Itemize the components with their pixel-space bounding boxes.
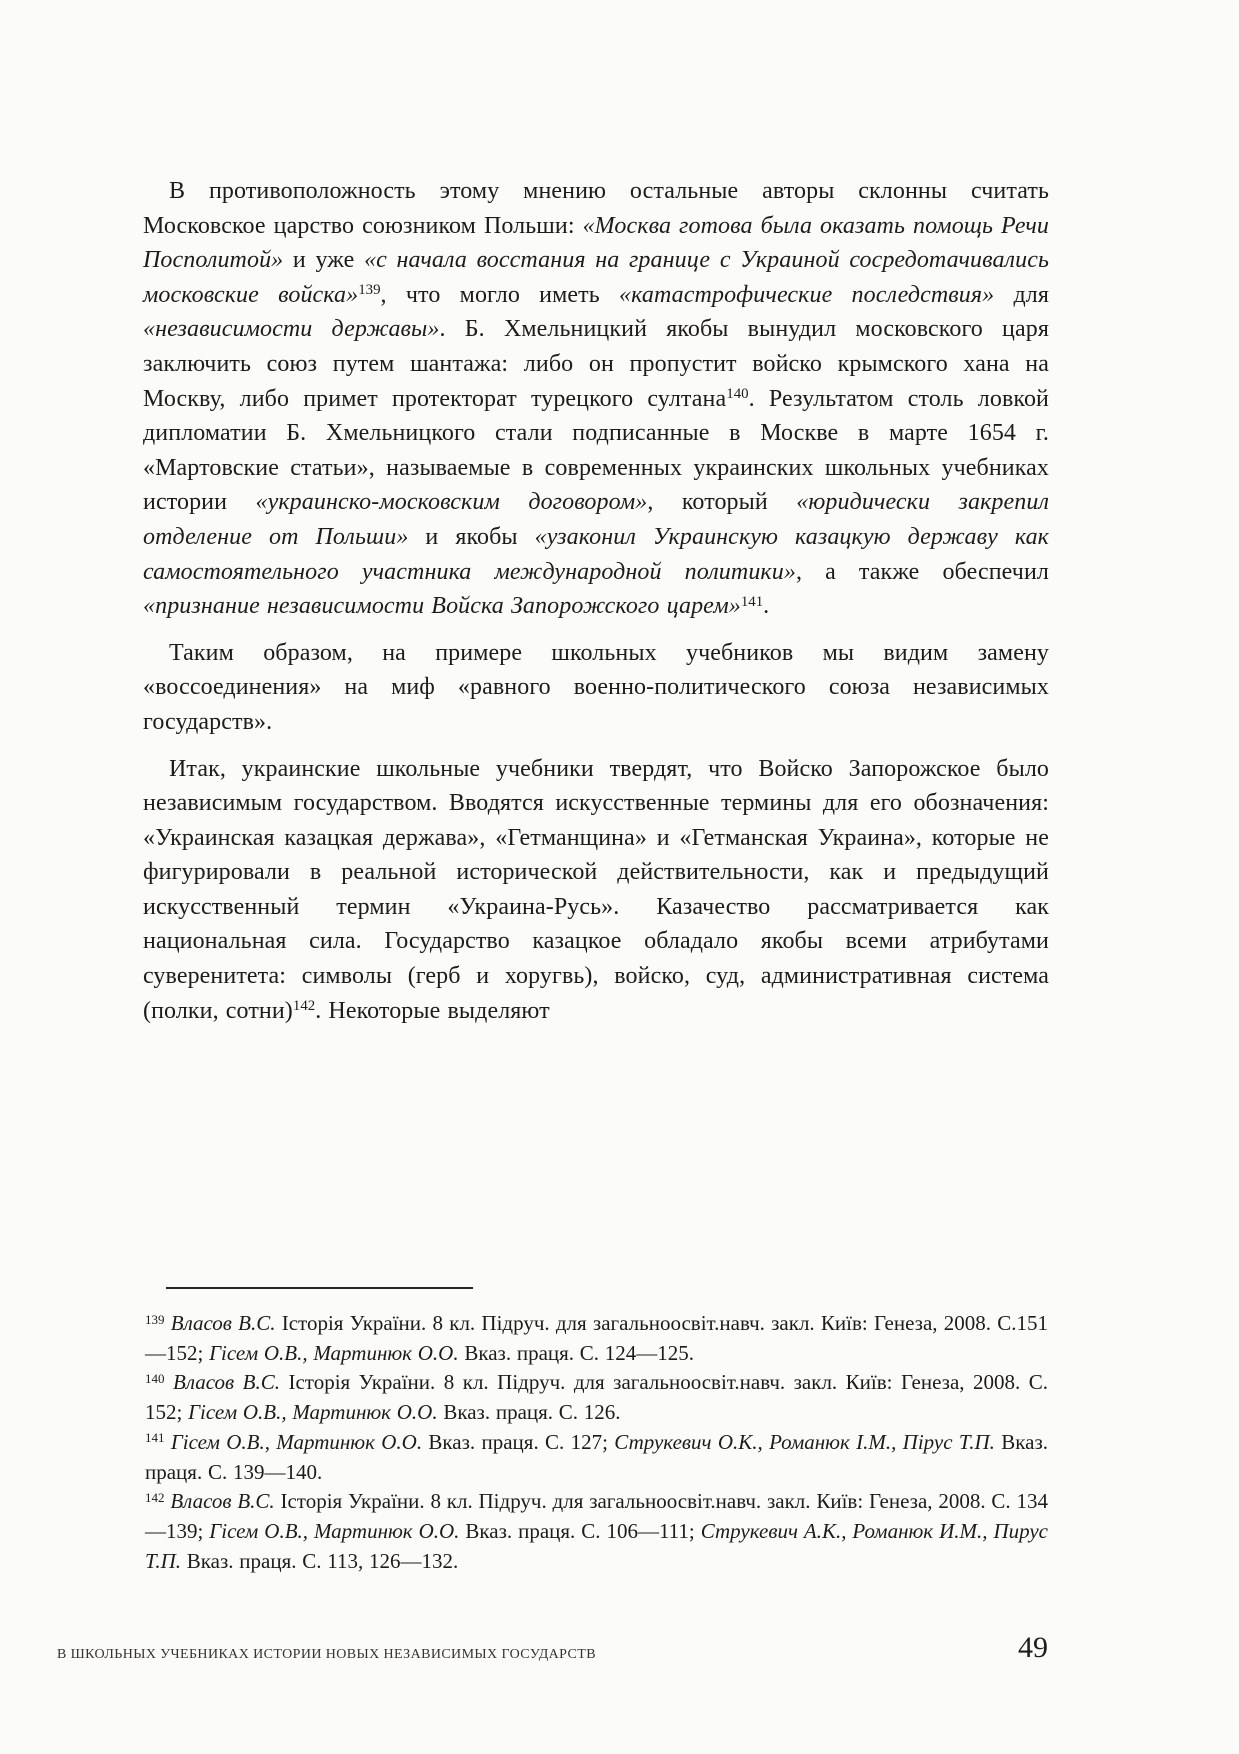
footnote-140: $^{140}$ Власов В.С. Історія України. 8 кл. Підруч. для загальноосвіт.навч. закл. Київ: Генеза, 2008. С. 152; Гісем О.В., Мартинюк О.О. Вказ. праця. С. 126.	[145, 1370, 1048, 1425]
page-number: 49	[1018, 1631, 1048, 1664]
paragraph-2: Таким образом, на примере школьных учебников мы видим замену «воссоединения» на миф «равного военно-политического союза независимых государств».	[143, 639, 1049, 735]
running-footer: В ШКОЛЬНЫХ УЧЕБНИКАХ ИСТОРИИ НОВЫХ НЕЗАВИСИМЫХ ГОСУДАРСТВ	[57, 1647, 596, 1662]
paragraph-3: Итак, украинские школьные учебники твердят, что Войско Запорожское было независимым государством. Вводятся искусственные термины для его обозначения: «Украинская казацкая держава», «Гетманщина» и «Гетманская Украина», которые не фигурировали в реальной исторической действительности, как и предыдущий искусственный термин «Украина-Русь». Казачество рассматривается как национальная сила. Государство казацкое обладало якобы всеми атрибутами суверенитета: символы (герб и хоругвь), войско, суд, административная система (полки, сотни)$^{142}$. Некоторые выделяют	[143, 755, 1049, 1024]
paragraph-1: В противоположность этому мнению остальные авторы склонны считать Московское царство союзником Польши: «Москва готова была оказать помощь Речи Посполитой» и уже «с начала восстания на границе с Украиной сосредотачивались московские войска»$^{139}$, что могло иметь «катастрофические последствия» для «независимости державы». Б. Хмельницкий якобы вынудил московского царя заключить союз путем шантажа: либо он пропустит войско крымского хана на Москву, либо примет протекторат турецкого султана$^{140}$. Результатом столь ловкой дипломатии Б. Хмельницкого стали подписанные в Москве в марте 1654 г. «Мартовские статьи», называемые в современных украинских школьных учебниках истории «украинско-московским договором», который «юридически закрепил отделение от Польши» и якобы «узаконил Украинскую казацкую державу как самостоятельного участника международной политики», а также обеспечил «признание независимости Войска Запорожского царем»$^{141}$.	[143, 178, 1050, 620]
footnotes-block	[145, 1309, 1048, 1576]
footnote-separator	[166, 1287, 473, 1289]
body-text	[143, 174, 1049, 1028]
footnote-142: $^{142}$ Власов В.С. Історія України. 8 кл. Підруч. для загальноосвіт.навч. закл. Київ: Генеза, 2008. С. 134—139; Гісем О.В., Мартинюк О.О. Вказ. праця. С. 106—111; Струкевич А.К., Романюк И.М., Пирус Т.П. Вказ. праця. С. 113, 126—132.	[145, 1489, 1048, 1573]
footnote-141: $^{141}$ Гісем О.В., Мартинюк О.О. Вказ. праця. С. 127; Струкевич О.К., Романюк І.М., Пірус Т.П. Вказ. праця. С. 139—140.	[145, 1429, 1048, 1484]
footnote-139: $^{139}$ Власов В.С. Історія України. 8 кл. Підруч. для загальноосвіт.навч. закл. Київ: Генеза, 2008. С.151—152; Гісем О.В., Мартинюк О.О. Вказ. праця. С. 124—125.	[145, 1311, 1048, 1365]
